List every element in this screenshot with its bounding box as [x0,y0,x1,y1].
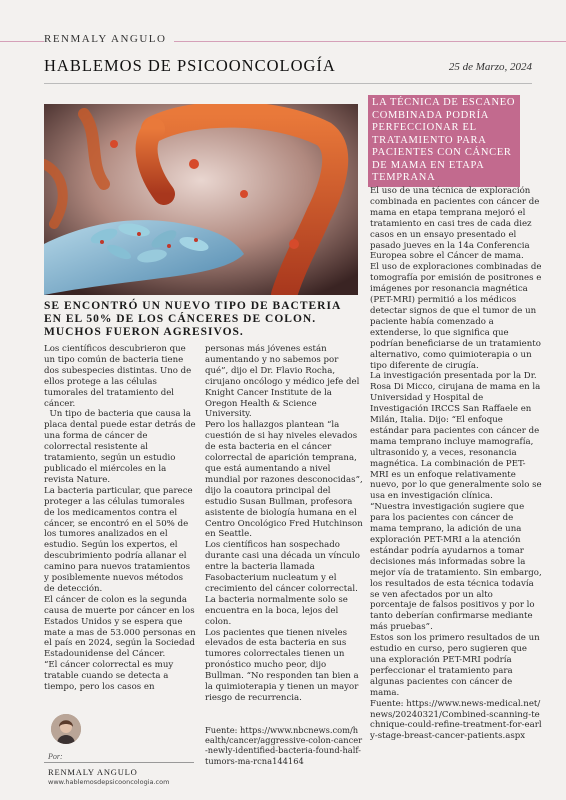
left-headline: SE ENCONTRÓ UN NUEVO TIPO DE BACTERIA EN EL 50% DE LOS CÁNCERES DE COLON. MUCHOS FUERON AGRESIVOS. [44,300,341,338]
issue-date: 25 de Marzo, 2024 [448,61,532,73]
hero-illustration [44,104,358,295]
paragraph: El uso de una técnica de exploración combinada en pacientes con cáncer de mama en etapa temprana mejoró el tratamiento en casi tres de cada diez casos en un ensayo presentado el pasado jueves en la 14a Conferencia Europea sobre el Cáncer de mama. [370,186,540,262]
paragraph: El uso de exploraciones combinadas de tomografía por emisión de positrones e imágenes por resonancia magnética (PET-MRI) permitió a los médicos detectar signos de que el tumor de un paciente había comenzado a extenderse, lo que significa que podrían beneficiarse de un tratamiento alternativo, como quimioterapia o un tipo diferente de cirugía. [370,262,542,371]
left-article-column-2 [205,344,363,704]
right-article-source[interactable]: Fuente: https://www.news-medical.net/news/20240321/Combined-scanning-technique-could-refine-treatment-for-early-stage-breast-cancer-patients.aspx [370,698,542,742]
paragraph: personas más jóvenes están aumentando y no sabemos por qué”, dijo el Dr. Flavio Rocha, cirujano oncólogo y médico jefe del Knight Cancer Institute de la Oregon Health & Science University. [205,344,360,420]
paragraph: Un tipo de bacteria que causa la placa dental puede estar detrás de una forma de cáncer de colorrectal resistente al tratamiento, según un estudio publicado el miércoles en la revista Nature. [44,409,199,485]
paragraph: La investigación presentada por la Dr. Rosa Di Micco, cirujana de mama en la Universidad y Hospital de Investigación IRCCS San Raffaele en Milán, Italia. Dijo: “El enfoque estándar para pacientes con cáncer de mama temprano incluye mamografía, ultrasonido y, a veces, resonancia magnética. La combinación de PET-MRI es un enfoque relativamente nuevo, por lo que generalmente solo se usa en investigación clínica. [370,371,542,502]
masthead-title: HABLEMOS DE PSICOONCOLOGÍA [44,56,336,75]
paragraph: El cáncer de colon es la segunda causa de muerte por cáncer en los Estados Unidos y se espera que mate a mas de 53.000 personas en el país en 2024, según la Sociedad Estadounidense del Cáncer. [44,594,196,660]
right-article-column [370,186,542,742]
paragraph: Los científicos descubrieron que un tipo común de bacteria tiene dos subespecies distintas. Uno de ellos protege a las células tumorales del tratamiento del cáncer. [44,344,192,409]
footer-website-link[interactable]: www.hablemosdepsicooncologia.com [48,778,170,786]
paragraph: “Nuestra investigación sugiere que para los pacientes con cáncer de mama temprano, la adición de una exploración PET-MRI a la atención estándar podría ayudarnos a tomar decisiones más informadas sobre la mejor vía de tratamiento. Sin embargo, los resultados de esta técnica todavía se ven afectados por un alto porcentaje de falsos positivos y por lo tanto deberían confirmarse mediante más pruebas”. [370,502,542,633]
left-article-column-1 [44,344,199,693]
paragraph: Estos son los primero resultados de un estudio en curso, pero sugieren que una exploración PET-MRI podría perfeccionar el tratamiento para algunas pacientes con cáncer de mama. [370,633,540,698]
paragraph: “El cáncer colorrectal es muy tratable cuando se detecta a tiempo, pero los casos en [44,660,174,693]
paragraph: Los pacientes que tienen niveles elevados de esta bacteria en sus tumores colorrectales tienen un pronóstico mucho peor, dijo Bullman. “No responden tan bien a la quimioterapia y tienen un mayor riesgo de recurrencia. [205,627,359,703]
paragraph: Los científicos han sospechado durante casi una década un vínculo entre la bacteria llamada Fasobacterium nucleatum y el crecimiento del cáncer colorrectal. La bacteria normalmente solo se encuentra en la boca, lejos del colon. [205,540,360,627]
hero-image-bacteria-colon [44,104,358,295]
paragraph: Pero los hallazgos plantean “la cuestión de si hay niveles elevados de esta bacteria en el cáncer colorrectal de aparición temprana, que está aumentando a nivel mundial por razones desconocidas”, dijo la coautora principal del estudio Susan Bullman, profesora asistente de biología humana en el Centro Oncológico Fred Hutchinson en Seattle. [205,420,363,540]
right-headline: LA TÉCNICA DE ESCANEO COMBINADA PODRÍA PERFECCIONAR EL TRATAMIENTO PARA PACIENTES CON CÁNCER DE MAMA EN ETAPA TEMPRANA [368,95,520,187]
header-author: RENMALY ANGULO [44,33,174,45]
paragraph: La bacteria particular, que parece proteger a las células tumorales de los medicamentos contra el cáncer, se encontró en el 50% de los tumores analizados en el estudio. Según los expertos, el descubrimiento podría allanar el camino para nuevos tratamientos y posiblemente nuevos métodos de detección. [44,485,193,594]
footer-author: RENMALY ANGULO [48,767,138,777]
left-article-source[interactable]: Fuente: https://www.nbcnews.com/health/cancer/aggressive-colon-cancer-newly-identified-bacteria-found-half-tumors-ma-rcna144164 [205,725,363,766]
byline-label: Por: [48,752,63,761]
masthead-rule [44,83,532,84]
avatar [51,714,81,744]
byline-rule [44,762,194,763]
